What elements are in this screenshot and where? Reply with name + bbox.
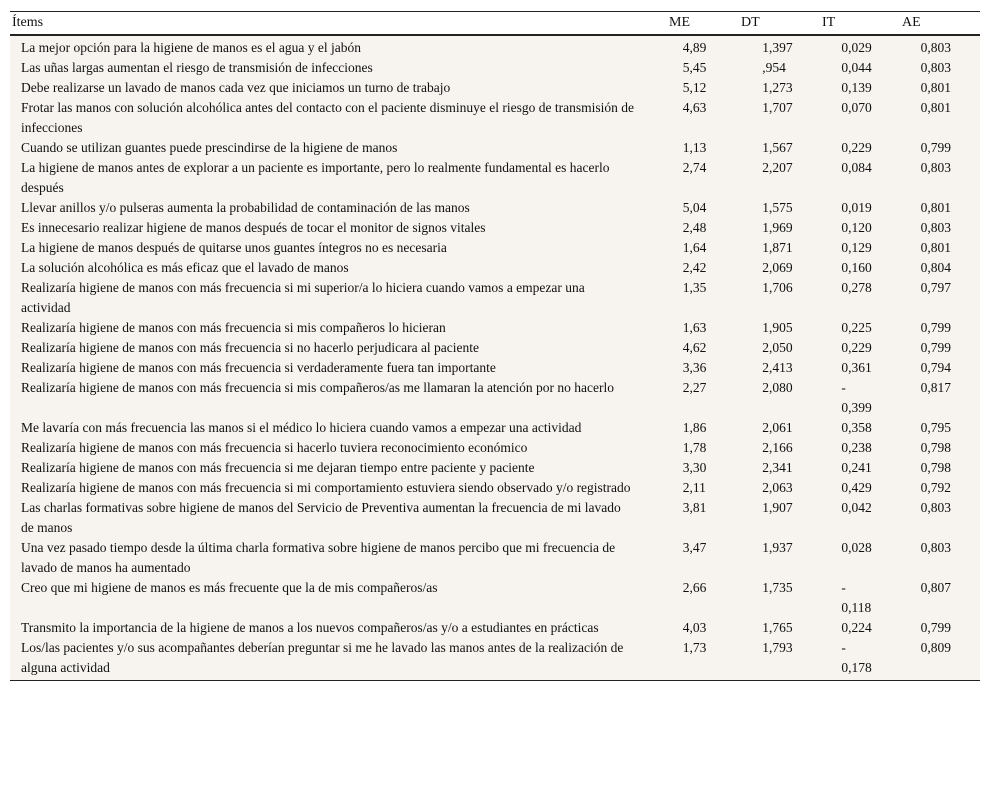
ae-cell: 0,807: [920, 580, 951, 595]
it-cell: 0,139: [841, 80, 872, 95]
me-cell: 4,03: [682, 620, 707, 635]
it-cell: 0,070: [841, 100, 872, 115]
table-row: [10, 158, 980, 198]
ae-cell: 0,804: [920, 260, 951, 275]
item-cell: Llevar anillos y/o pulseras aumenta la probabilidad de contaminación de las manos: [21, 200, 470, 215]
ae-cell: 0,803: [920, 220, 951, 235]
table-row: [10, 218, 980, 238]
ae-cell: 0,799: [920, 320, 951, 335]
ae-cell: 0,797: [920, 280, 951, 295]
it-cell: 0,120: [841, 220, 872, 235]
dt-cell: 2,413: [762, 360, 793, 375]
item-cell: Realizaría higiene de manos con más frecuencia si mi superior/a lo hiciera cuando vamos a empezar una actividad: [21, 280, 585, 315]
item-cell: Realizaría higiene de manos con más frecuencia si hacerlo tuviera reconocimiento económico: [21, 440, 528, 455]
item-cell: Las uñas largas aumentan el riesgo de transmisión de infecciones: [21, 60, 373, 75]
ae-cell: 0,803: [920, 40, 951, 55]
table-row: [10, 538, 980, 578]
me-cell: 1,73: [682, 640, 707, 655]
me-cell: 5,04: [682, 200, 707, 215]
table-row: [10, 458, 980, 478]
dt-cell: 2,080: [762, 380, 793, 395]
dt-cell: 2,063: [762, 480, 793, 495]
header-ae: AE: [902, 15, 921, 30]
table-row: [10, 338, 980, 358]
ae-cell: 0,798: [920, 460, 951, 475]
me-cell: 1,64: [682, 240, 707, 255]
item-cell: Los/las pacientes y/o sus acompañantes deberían preguntar si me he lavado las manos antes de la realización de alguna actividad: [21, 640, 624, 675]
it-cell: 0,241: [841, 460, 872, 475]
item-cell: La mejor opción para la higiene de manos es el agua y el jabón: [21, 40, 361, 55]
it-cell: 0,019: [841, 200, 872, 215]
it-cell: - 0,118: [841, 580, 872, 615]
table-body: [10, 36, 980, 681]
me-cell: 1,78: [682, 440, 707, 455]
dt-cell: 2,061: [762, 420, 793, 435]
dt-cell: 1,765: [762, 620, 793, 635]
dt-cell: 1,969: [762, 220, 793, 235]
me-cell: 2,11: [682, 480, 706, 495]
dt-cell: 1,907: [762, 500, 793, 515]
item-cell: Realizaría higiene de manos con más frecuencia si no hacerlo perjudicara al paciente: [21, 340, 480, 355]
dt-cell: 1,735: [762, 580, 793, 595]
me-cell: 2,74: [682, 160, 707, 175]
table-row: [10, 578, 980, 618]
dt-cell: 1,707: [762, 100, 793, 115]
ae-cell: 0,799: [920, 620, 951, 635]
it-cell: 0,129: [841, 240, 872, 255]
table-row: [10, 78, 980, 98]
item-cell: Realizaría higiene de manos con más frecuencia si me dejaran tiempo entre paciente y paciente: [21, 460, 535, 475]
item-cell: Debe realizarse un lavado de manos cada vez que iniciamos un turno de trabajo: [21, 80, 451, 95]
dt-cell: 1,567: [762, 140, 793, 155]
item-cell: Una vez pasado tiempo desde la última charla formativa sobre higiene de manos percibo que mi frecuencia de lavado de manos ha aumentado: [21, 540, 616, 575]
ae-cell: 0,799: [920, 340, 951, 355]
dt-cell: 1,871: [762, 240, 793, 255]
it-cell: 0,224: [841, 620, 872, 635]
it-cell: 0,160: [841, 260, 872, 275]
ae-cell: 0,809: [920, 640, 951, 655]
table-row: [10, 138, 980, 158]
items-table: [10, 11, 980, 681]
table-row: [10, 98, 980, 138]
ae-cell: 0,803: [920, 500, 951, 515]
ae-cell: 0,803: [920, 160, 951, 175]
header-me: ME: [669, 15, 690, 30]
table-row: [10, 418, 980, 438]
item-cell: La higiene de manos antes de explorar a un paciente es importante, pero lo realmente fundamental es hacerlo después: [21, 160, 610, 195]
ae-cell: 0,794: [920, 360, 951, 375]
item-cell: La solución alcohólica es más eficaz que el lavado de manos: [21, 260, 349, 275]
item-cell: Me lavaría con más frecuencia las manos si el médico lo hiciera cuando vamos a empezar una actividad: [21, 420, 582, 435]
dt-cell: 1,793: [762, 640, 793, 655]
item-cell: Realizaría higiene de manos con más frecuencia si mis compañeros/as me llamaran la atención por no hacerlo: [21, 380, 615, 395]
me-cell: 4,62: [682, 340, 707, 355]
item-cell: Creo que mi higiene de manos es más frecuente que la de mis compañeros/as: [21, 580, 438, 595]
me-cell: 2,27: [682, 380, 707, 395]
it-cell: 0,229: [841, 140, 872, 155]
dt-cell: 1,273: [762, 80, 793, 95]
me-cell: 5,12: [682, 80, 707, 95]
ae-cell: 0,792: [920, 480, 951, 495]
item-cell: Realizaría higiene de manos con más frecuencia si mi comportamiento estuviera siendo observado y/o registrado: [21, 480, 631, 495]
it-cell: 0,044: [841, 60, 872, 75]
me-cell: 2,42: [682, 260, 707, 275]
ae-cell: 0,801: [920, 240, 951, 255]
table-header: [10, 11, 980, 36]
table-row: [10, 198, 980, 218]
it-cell: 0,028: [841, 540, 872, 555]
it-cell: 0,225: [841, 320, 872, 335]
table-row: [10, 478, 980, 498]
header-dt: DT: [741, 15, 760, 30]
item-cell: Cuando se utilizan guantes puede prescindirse de la higiene de manos: [21, 140, 398, 155]
table-row: [10, 358, 980, 378]
me-cell: 3,81: [682, 500, 707, 515]
me-cell: 3,30: [682, 460, 707, 475]
me-cell: 3,47: [682, 540, 707, 555]
it-cell: 0,084: [841, 160, 872, 175]
table-row: [10, 378, 980, 418]
it-cell: 0,429: [841, 480, 872, 495]
table-row: [10, 238, 980, 258]
ae-cell: 0,801: [920, 80, 951, 95]
table-row: [10, 258, 980, 278]
header-it: IT: [822, 15, 836, 30]
it-cell: - 0,178: [841, 640, 872, 675]
dt-cell: 2,050: [762, 340, 793, 355]
it-cell: 0,238: [841, 440, 872, 455]
dt-cell: 2,207: [762, 160, 793, 175]
item-cell: Es innecesario realizar higiene de manos después de tocar el monitor de signos vitales: [21, 220, 486, 235]
table-row: [10, 38, 980, 58]
table-row: [10, 618, 980, 638]
me-cell: 1,35: [682, 280, 707, 295]
item-cell: Realizaría higiene de manos con más frecuencia si mis compañeros lo hicieran: [21, 320, 446, 335]
me-cell: 2,66: [682, 580, 707, 595]
dt-cell: 2,341: [762, 460, 793, 475]
table-row: [10, 638, 980, 678]
dt-cell: 2,166: [762, 440, 793, 455]
dt-cell: 1,397: [762, 40, 793, 55]
ae-cell: 0,799: [920, 140, 951, 155]
item-cell: Frotar las manos con solución alcohólica antes del contacto con el paciente disminuye el riesgo de transmisión de infecciones: [21, 100, 634, 135]
it-cell: - 0,399: [841, 380, 872, 415]
dt-cell: 1,575: [762, 200, 793, 215]
dt-cell: 1,905: [762, 320, 793, 335]
me-cell: 1,63: [682, 320, 707, 335]
it-cell: 0,361: [841, 360, 872, 375]
ae-cell: 0,798: [920, 440, 951, 455]
dt-cell: 1,706: [762, 280, 793, 295]
me-cell: 1,86: [682, 420, 707, 435]
ae-cell: 0,801: [920, 200, 951, 215]
it-cell: 0,278: [841, 280, 872, 295]
table-row: [10, 438, 980, 458]
ae-cell: 0,803: [920, 60, 951, 75]
it-cell: 0,229: [841, 340, 872, 355]
item-cell: Transmito la importancia de la higiene de manos a los nuevos compañeros/as y/o a estudiantes en prácticas: [21, 620, 599, 635]
it-cell: 0,042: [841, 500, 872, 515]
item-cell: La higiene de manos después de quitarse unos guantes íntegros no es necesaria: [21, 240, 447, 255]
me-cell: 5,45: [682, 60, 707, 75]
table-row: [10, 498, 980, 538]
table-row: [10, 318, 980, 338]
me-cell: 4,63: [682, 100, 707, 115]
me-cell: 4,89: [682, 40, 707, 55]
me-cell: 2,48: [682, 220, 707, 235]
me-cell: 1,13: [682, 140, 707, 155]
ae-cell: 0,803: [920, 540, 951, 555]
ae-cell: 0,795: [920, 420, 951, 435]
item-cell: Realizaría higiene de manos con más frecuencia si verdaderamente fuera tan importante: [21, 360, 496, 375]
table-row: [10, 278, 980, 318]
ae-cell: 0,817: [920, 380, 951, 395]
header-items: Ítems: [12, 15, 44, 30]
dt-cell: ,954: [762, 60, 786, 75]
ae-cell: 0,801: [920, 100, 951, 115]
table-row: [10, 58, 980, 78]
it-cell: 0,358: [841, 420, 872, 435]
me-cell: 3,36: [682, 360, 707, 375]
it-cell: 0,029: [841, 40, 872, 55]
dt-cell: 2,069: [762, 260, 793, 275]
item-cell: Las charlas formativas sobre higiene de manos del Servicio de Preventiva aumentan la frecuencia de mi lavado de manos: [21, 500, 621, 535]
dt-cell: 1,937: [762, 540, 793, 555]
